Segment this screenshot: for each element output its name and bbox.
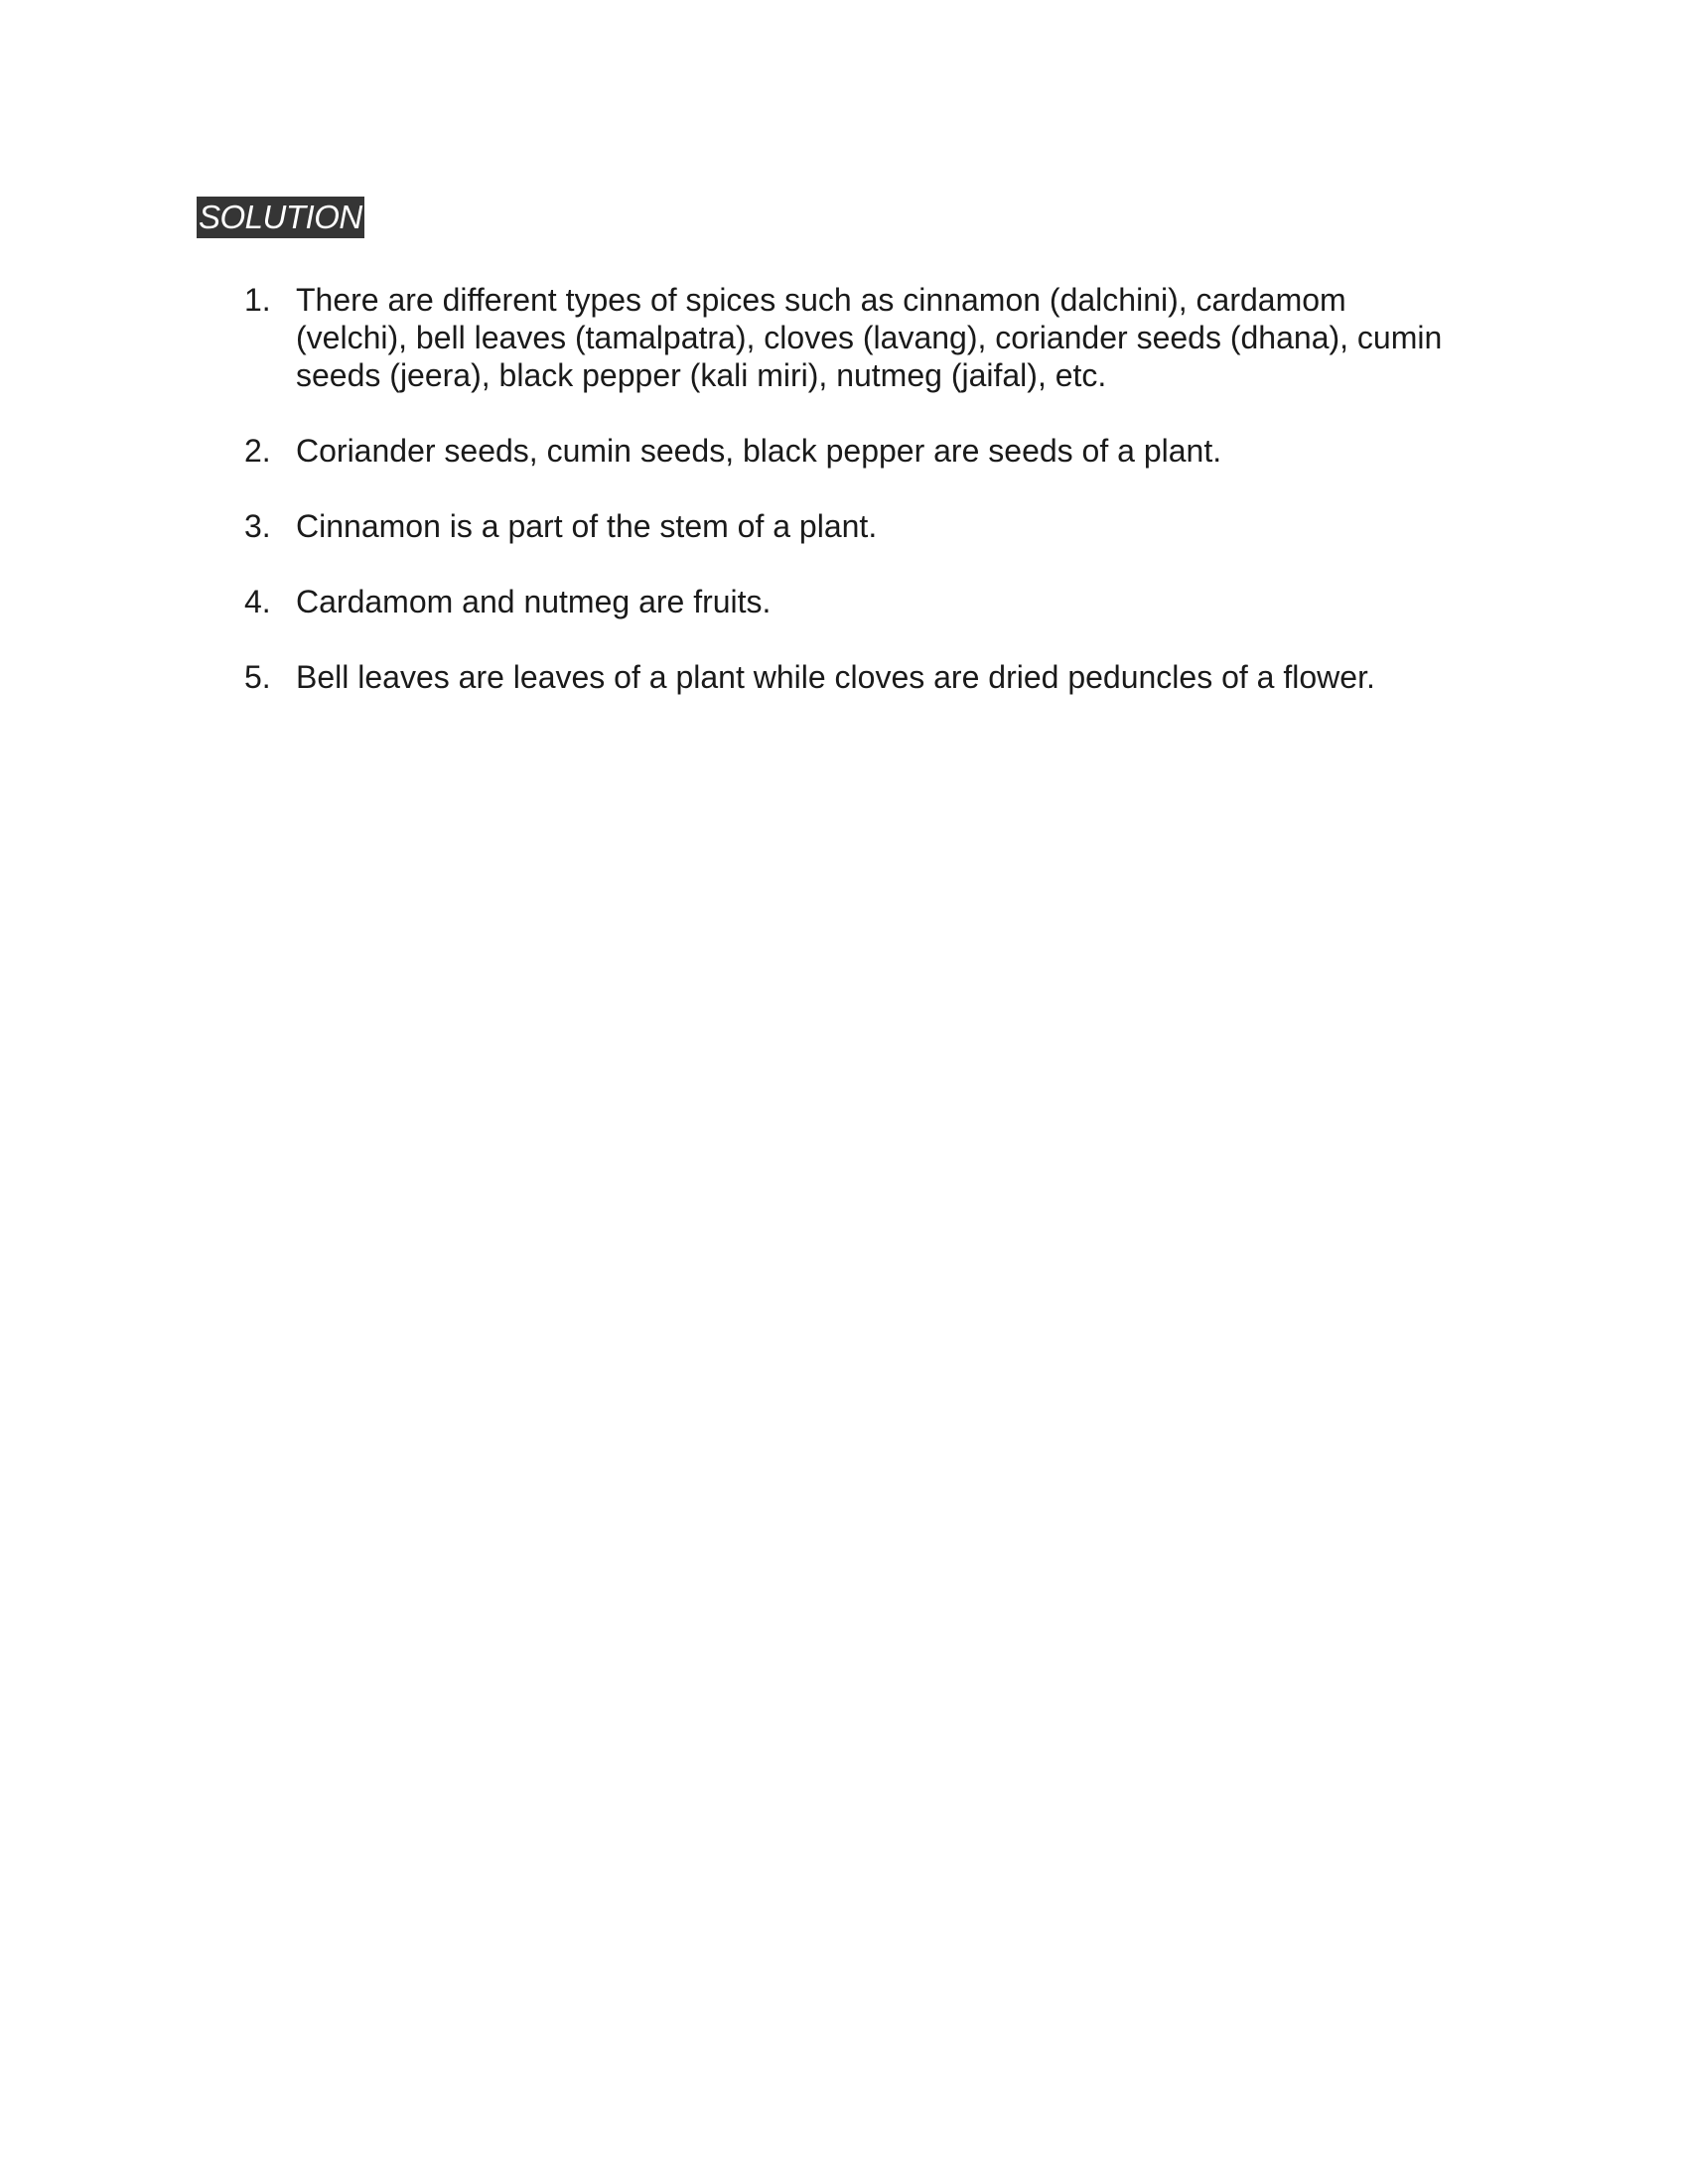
list-item-number: 5.: [244, 659, 271, 695]
solution-list: [244, 281, 1466, 734]
solution-heading: SOLUTION: [197, 197, 364, 238]
list-item: [244, 583, 1466, 620]
list-item-number: 1.: [244, 282, 271, 318]
list-item: [244, 281, 1466, 394]
list-item: [244, 658, 1466, 696]
list-item-text: Cinnamon is a part of the stem of a plant.: [296, 508, 878, 544]
list-item-text: Bell leaves are leaves of a plant while cloves are dried peduncles of a flower.: [296, 659, 1375, 695]
list-item-number: 3.: [244, 508, 271, 544]
list-item-number: 4.: [244, 584, 271, 619]
list-item-text: Coriander seeds, cumin seeds, black pepper are seeds of a plant.: [296, 433, 1222, 469]
list-item-text: Cardamom and nutmeg are fruits.: [296, 584, 772, 619]
list-item-text: There are different types of spices such as cinnamon (dalchini), cardamom (velchi), bell leaves (tamalpatra), cloves (lavang), coriander seeds (dhana), cumin seeds (jeera), black pepper (kali miri), nutmeg (jaifal), etc.: [296, 282, 1443, 393]
list-item: [244, 507, 1466, 545]
list-item-number: 2.: [244, 433, 271, 469]
list-item: [244, 432, 1466, 470]
